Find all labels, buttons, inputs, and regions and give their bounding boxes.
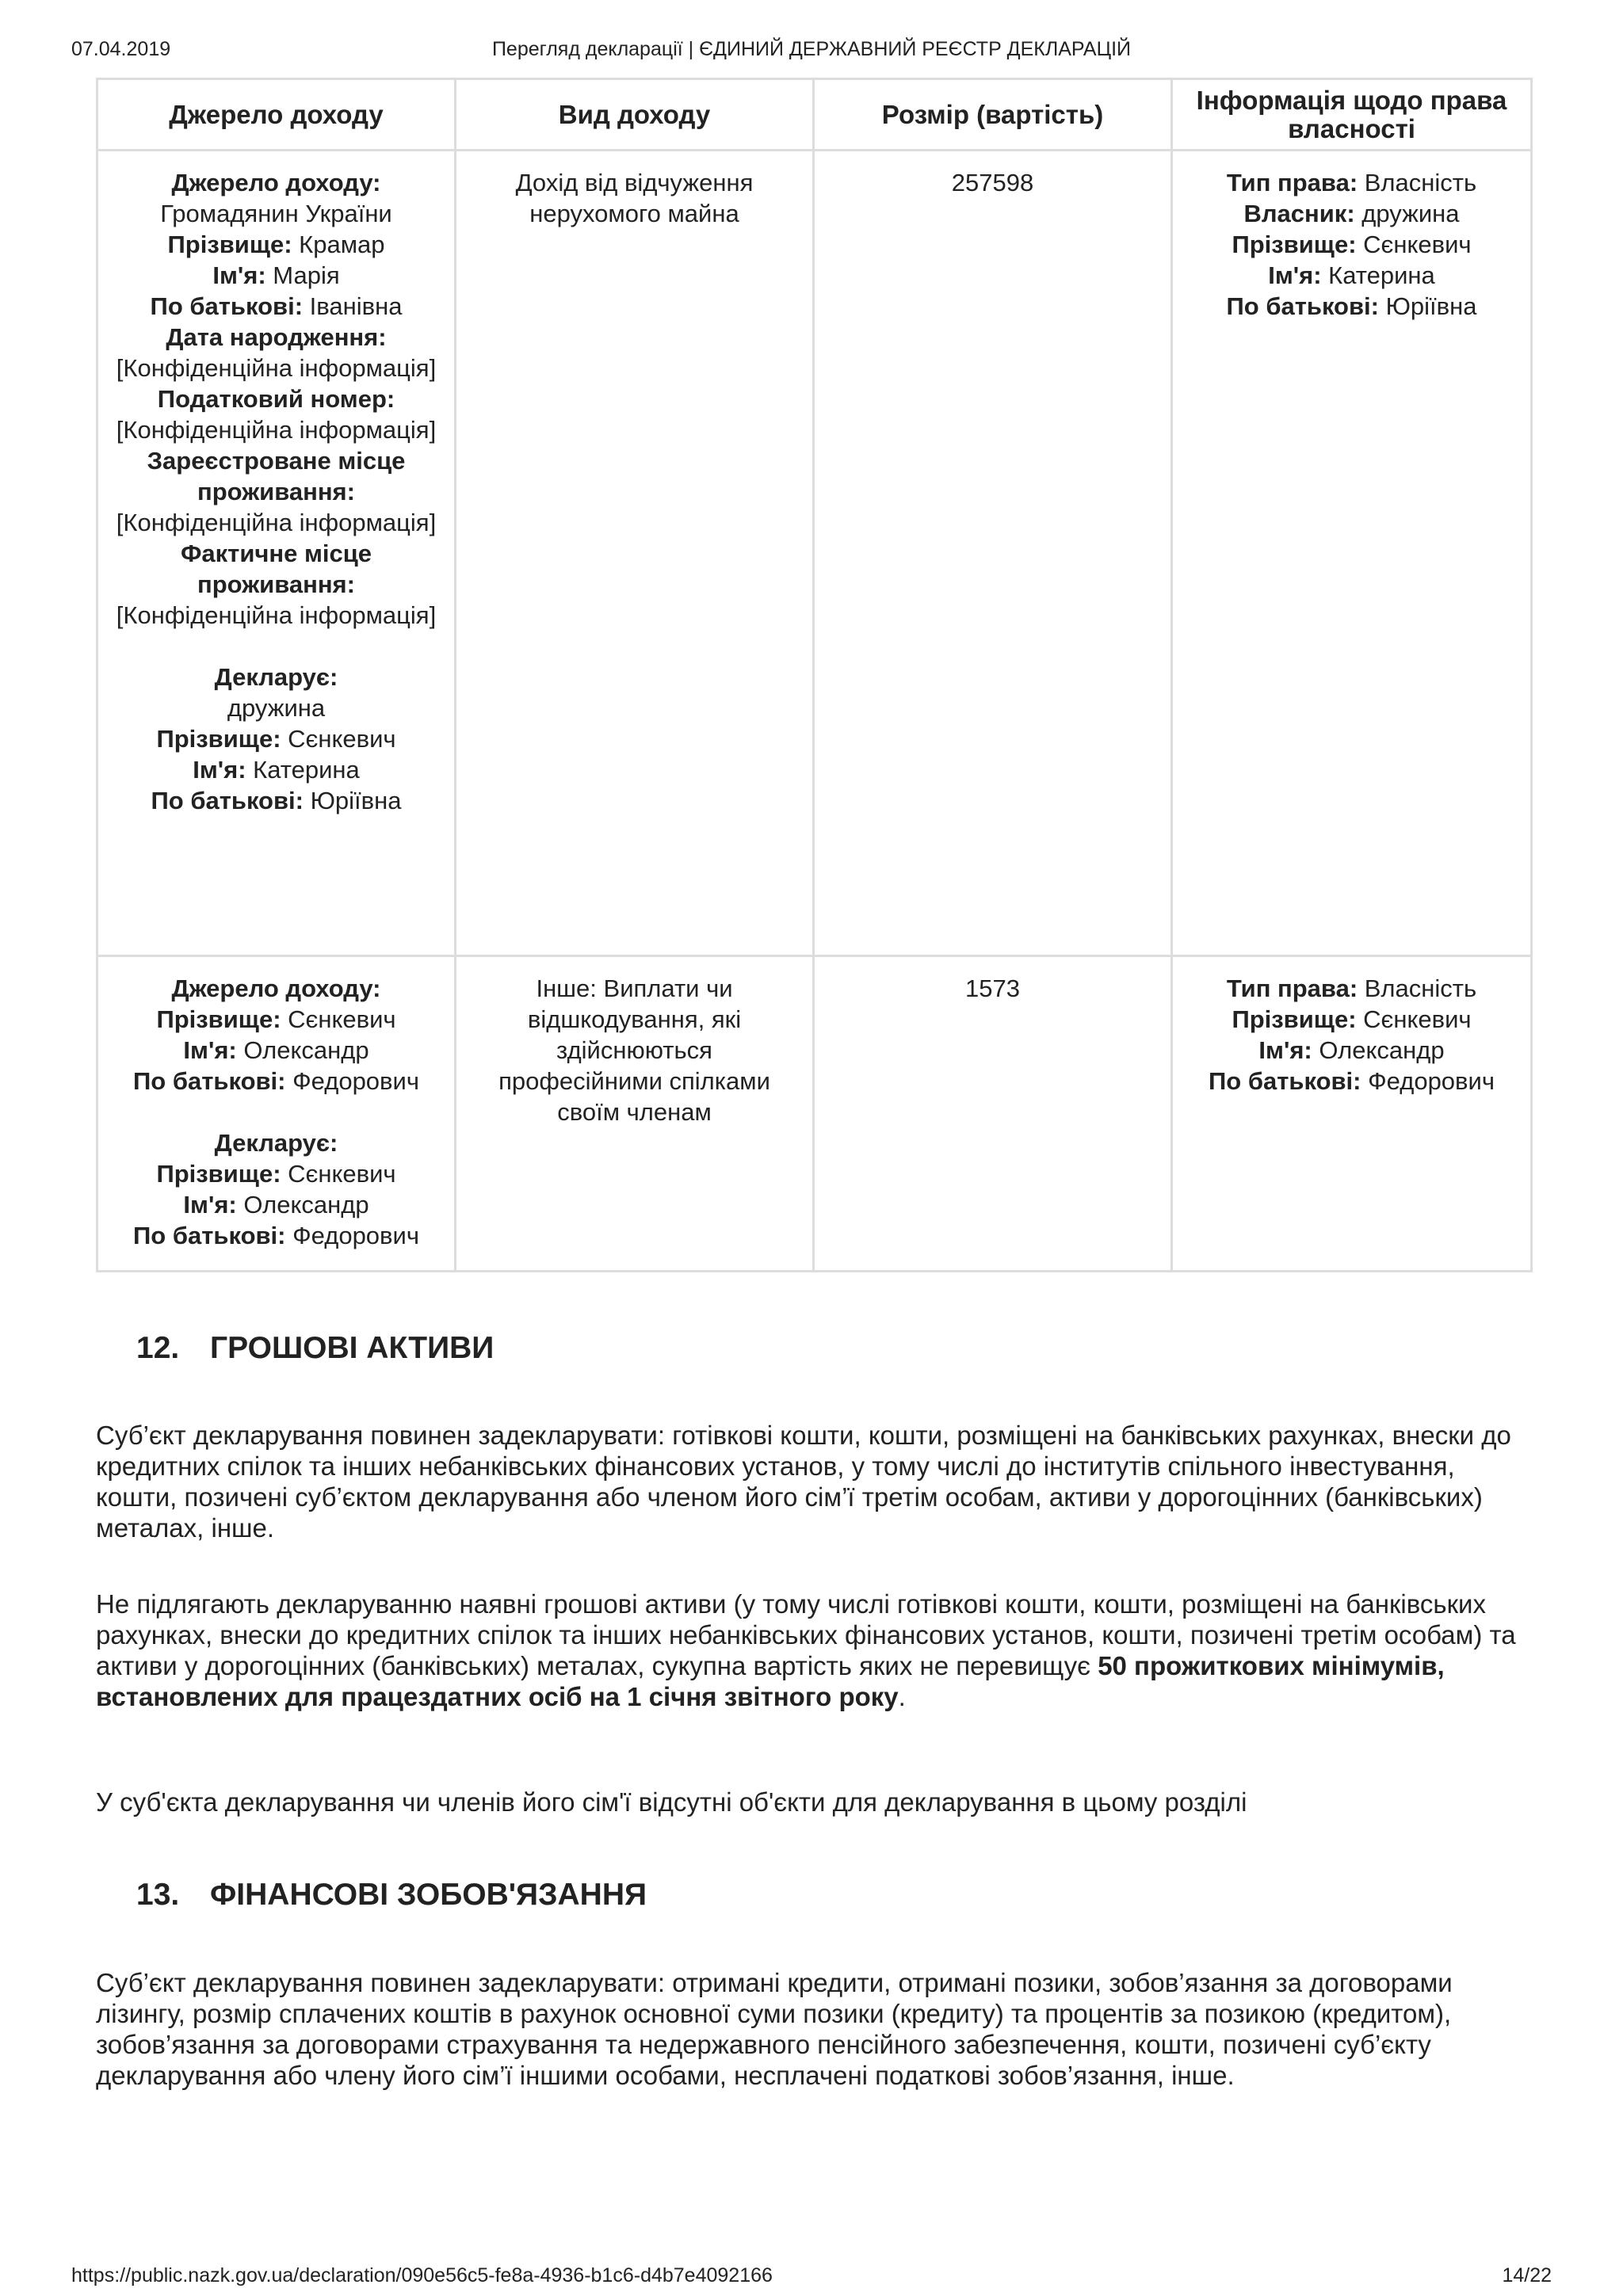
field-label: Податковий номер:: [157, 385, 395, 413]
field-label: Прізвище:: [156, 1160, 281, 1188]
field-label: По батькові:: [1226, 292, 1379, 320]
field-line: [116, 1158, 437, 1189]
field-label: Дата народження:: [166, 323, 387, 351]
field-line: [1190, 260, 1513, 291]
ownership-cell: [1172, 956, 1532, 1272]
field-value: Сєнкевич: [1356, 231, 1472, 258]
field-label: Джерело доходу:: [171, 974, 381, 1002]
field-line: [116, 1035, 437, 1066]
field-value: Крамар: [292, 231, 385, 258]
field-value: Сєнкевич: [281, 1160, 396, 1188]
field-line: [116, 198, 437, 229]
field-line: [116, 353, 437, 383]
field-label: Зареєстроване місце проживання:: [147, 447, 406, 505]
field-line: [1190, 291, 1513, 322]
field-label: Прізвище:: [1232, 1005, 1357, 1033]
field-value: [Конфіденційна інформація]: [116, 354, 437, 382]
field-line: [116, 322, 437, 353]
page-title: Перегляд декларації | ЄДИНИЙ ДЕРЖАВНИЙ РЕЄСТР ДЕКЛАРАЦІЙ: [491, 38, 1132, 60]
income-amount-cell: 257598: [814, 151, 1172, 956]
field-label: По батькові:: [133, 1222, 286, 1249]
section-13-paragraph: Суб’єкт декларування повинен задекларувати: отримані кредити, отримані позики, зобов’язання за договорами лізингу, розмір сплачених коштів в рахунок основної суми позики (кредиту) та процентів за позикою (кредитом), зобов’язання за договорами страхування та недержавного пенсійного забезпечення, кошти, позичені суб’єкту декларування або члену його сім’ї іншими особами, несплачені податкові зобов’язання, інше.: [96, 1968, 1453, 2090]
field-value: Іванівна: [303, 292, 403, 320]
field-line: [116, 1004, 437, 1035]
field-value: Олександр: [236, 1036, 369, 1064]
field-value: Сєнкевич: [281, 725, 396, 753]
field-label: Ім'я:: [183, 1191, 237, 1219]
field-line: [116, 1189, 437, 1220]
field-value: дружина: [227, 694, 326, 722]
field-label: Прізвище:: [156, 1005, 281, 1033]
field-line: [116, 1220, 437, 1251]
field-value: Власність: [1358, 974, 1477, 1002]
section-12-paragraph: Суб’єкт декларування повинен задекларувати: готівкові кошти, кошти, розміщені на банківських рахунках, внески до кредитних спілок та інших небанківських фінансових установ, у тому числі до інститутів спільного інвестування, кошти, позичені суб’єктом декларування або членом його сім’ї третім особам, активи у дорогоцінних (банківських) металах, інше.: [96, 1421, 1511, 1543]
column-header-amount: Розмір (вартість): [814, 79, 1172, 151]
section-12-empty-note: У суб'єкта декларування чи членів його сім'ї відсутні об'єкти для декларування в цьому розділі: [96, 1787, 1247, 1817]
field-value: Федорович: [1361, 1067, 1495, 1095]
field-value: Федорович: [285, 1067, 419, 1095]
field-label: Декларує:: [214, 1129, 338, 1157]
table-row: [97, 956, 1532, 1272]
field-line: [116, 754, 437, 785]
field-value: Юріївна: [303, 787, 402, 814]
section-number: 13.: [136, 1878, 180, 1912]
table-header-row: [97, 79, 1532, 151]
field-line: [116, 507, 437, 538]
column-header-source: Джерело доходу: [97, 79, 456, 151]
field-label: Тип права:: [1226, 974, 1358, 1002]
table-row: [97, 151, 1532, 956]
field-label: По батькові:: [133, 1067, 286, 1095]
field-value: Марія: [265, 261, 340, 289]
section-13-title: [136, 1878, 647, 1913]
field-value: Юріївна: [1378, 292, 1477, 320]
field-line: [1190, 973, 1513, 1004]
field-value: [Конфіденційна інформація]: [116, 509, 437, 536]
field-value: Сєнкевич: [1356, 1005, 1472, 1033]
field-line: [116, 662, 437, 692]
field-line: [116, 1127, 437, 1158]
column-header-ownership: Інформація щодо права власності: [1172, 79, 1532, 151]
section-12-exemption-paragraph: [96, 1589, 1530, 1712]
exemption-text: Не підлягають декларуванню наявні грошові активи (у тому числі готівкові кошти, кошти, розміщені на банківських рахунках, внески до кредитних спілок та інших небанківських фінансових установ, кошти, позичені третім особам) та активи у дорогоцінних (банківських) металах, сукупна вартість яких не перевищує: [96, 1589, 1516, 1680]
exemption-end: .: [898, 1682, 906, 1711]
field-label: Прізвище:: [1232, 231, 1357, 258]
income-table: [96, 78, 1533, 1272]
field-value: Катерина: [1321, 261, 1435, 289]
field-value: Олександр: [1312, 1036, 1445, 1064]
line-gap: [116, 631, 437, 662]
line-gap: [116, 1097, 437, 1127]
field-line: [116, 973, 437, 1004]
field-value: Олександр: [236, 1191, 369, 1219]
exemption-threshold: 50 прожиткових мінімумів, встановлених для працездатних осіб на 1 січня звітного року: [96, 1651, 1445, 1711]
field-value: Катерина: [246, 756, 360, 784]
field-label: Ім'я:: [212, 261, 266, 289]
field-line: [116, 785, 437, 816]
field-line: [116, 383, 437, 414]
field-label: Тип права:: [1226, 169, 1358, 196]
field-label: Ім'я:: [193, 756, 246, 784]
field-line: [116, 414, 437, 445]
field-line: [116, 291, 437, 322]
section-12-title: [136, 1331, 494, 1366]
income-type-cell: Інше: Виплати чи відшкодування, які здійснюються професійними спілками своїм членам: [456, 956, 814, 1272]
field-label: По батькові:: [1209, 1067, 1361, 1095]
field-line: [1190, 167, 1513, 198]
field-line: [116, 692, 437, 723]
field-line: [116, 600, 437, 631]
field-line: [116, 167, 437, 198]
income-source-cell: [97, 151, 456, 956]
field-label: По батькові:: [150, 292, 304, 320]
print-footer: [71, 2264, 1552, 2293]
field-label: По батькові:: [151, 787, 304, 814]
field-label: Декларує:: [214, 663, 338, 691]
print-header: [71, 38, 1552, 67]
field-value: Власність: [1358, 169, 1477, 196]
field-line: [116, 229, 437, 260]
income-amount-cell: 1573: [814, 956, 1172, 1272]
field-label: Ім'я:: [1258, 1036, 1312, 1064]
income-source-cell: [97, 956, 456, 1272]
section-heading: ФІНАНСОВІ ЗОБОВ'ЯЗАННЯ: [210, 1878, 647, 1912]
field-label: Ім'я:: [183, 1036, 237, 1064]
field-value: [Конфіденційна інформація]: [116, 601, 437, 629]
page-url: https://public.nazk.gov.ua/declaration/090e56c5-fe8a-4936-b1c6-d4b7e4092166: [71, 2264, 773, 2286]
field-label: Прізвище:: [156, 725, 281, 753]
field-value: [Конфіденційна інформація]: [116, 416, 437, 444]
page-number: 14/22: [1502, 2264, 1552, 2286]
field-label: Прізвище:: [167, 231, 292, 258]
field-line: [1190, 229, 1513, 260]
income-type-cell: Дохід від відчуження нерухомого майна: [456, 151, 814, 956]
section-heading: ГРОШОВІ АКТИВИ: [210, 1331, 495, 1365]
column-header-type: Вид доходу: [456, 79, 814, 151]
field-line: [1190, 1035, 1513, 1066]
field-line: [116, 1066, 437, 1097]
field-line: [116, 538, 437, 600]
field-value: дружина: [1354, 200, 1460, 227]
ownership-cell: [1172, 151, 1532, 956]
field-line: [1190, 1066, 1513, 1097]
field-line: [116, 445, 437, 507]
field-label: Джерело доходу:: [171, 169, 381, 196]
section-number: 12.: [136, 1331, 180, 1365]
field-line: [116, 260, 437, 291]
field-label: Власник:: [1243, 200, 1355, 227]
print-date: 07.04.2019: [71, 38, 171, 60]
field-line: [116, 723, 437, 754]
field-value: Федорович: [285, 1222, 419, 1249]
field-line: [1190, 198, 1513, 229]
field-label: Ім'я:: [1268, 261, 1322, 289]
field-label: Фактичне місце проживання:: [180, 540, 372, 598]
field-value: Сєнкевич: [281, 1005, 396, 1033]
field-line: [1190, 1004, 1513, 1035]
field-value: Громадянин України: [160, 200, 392, 227]
